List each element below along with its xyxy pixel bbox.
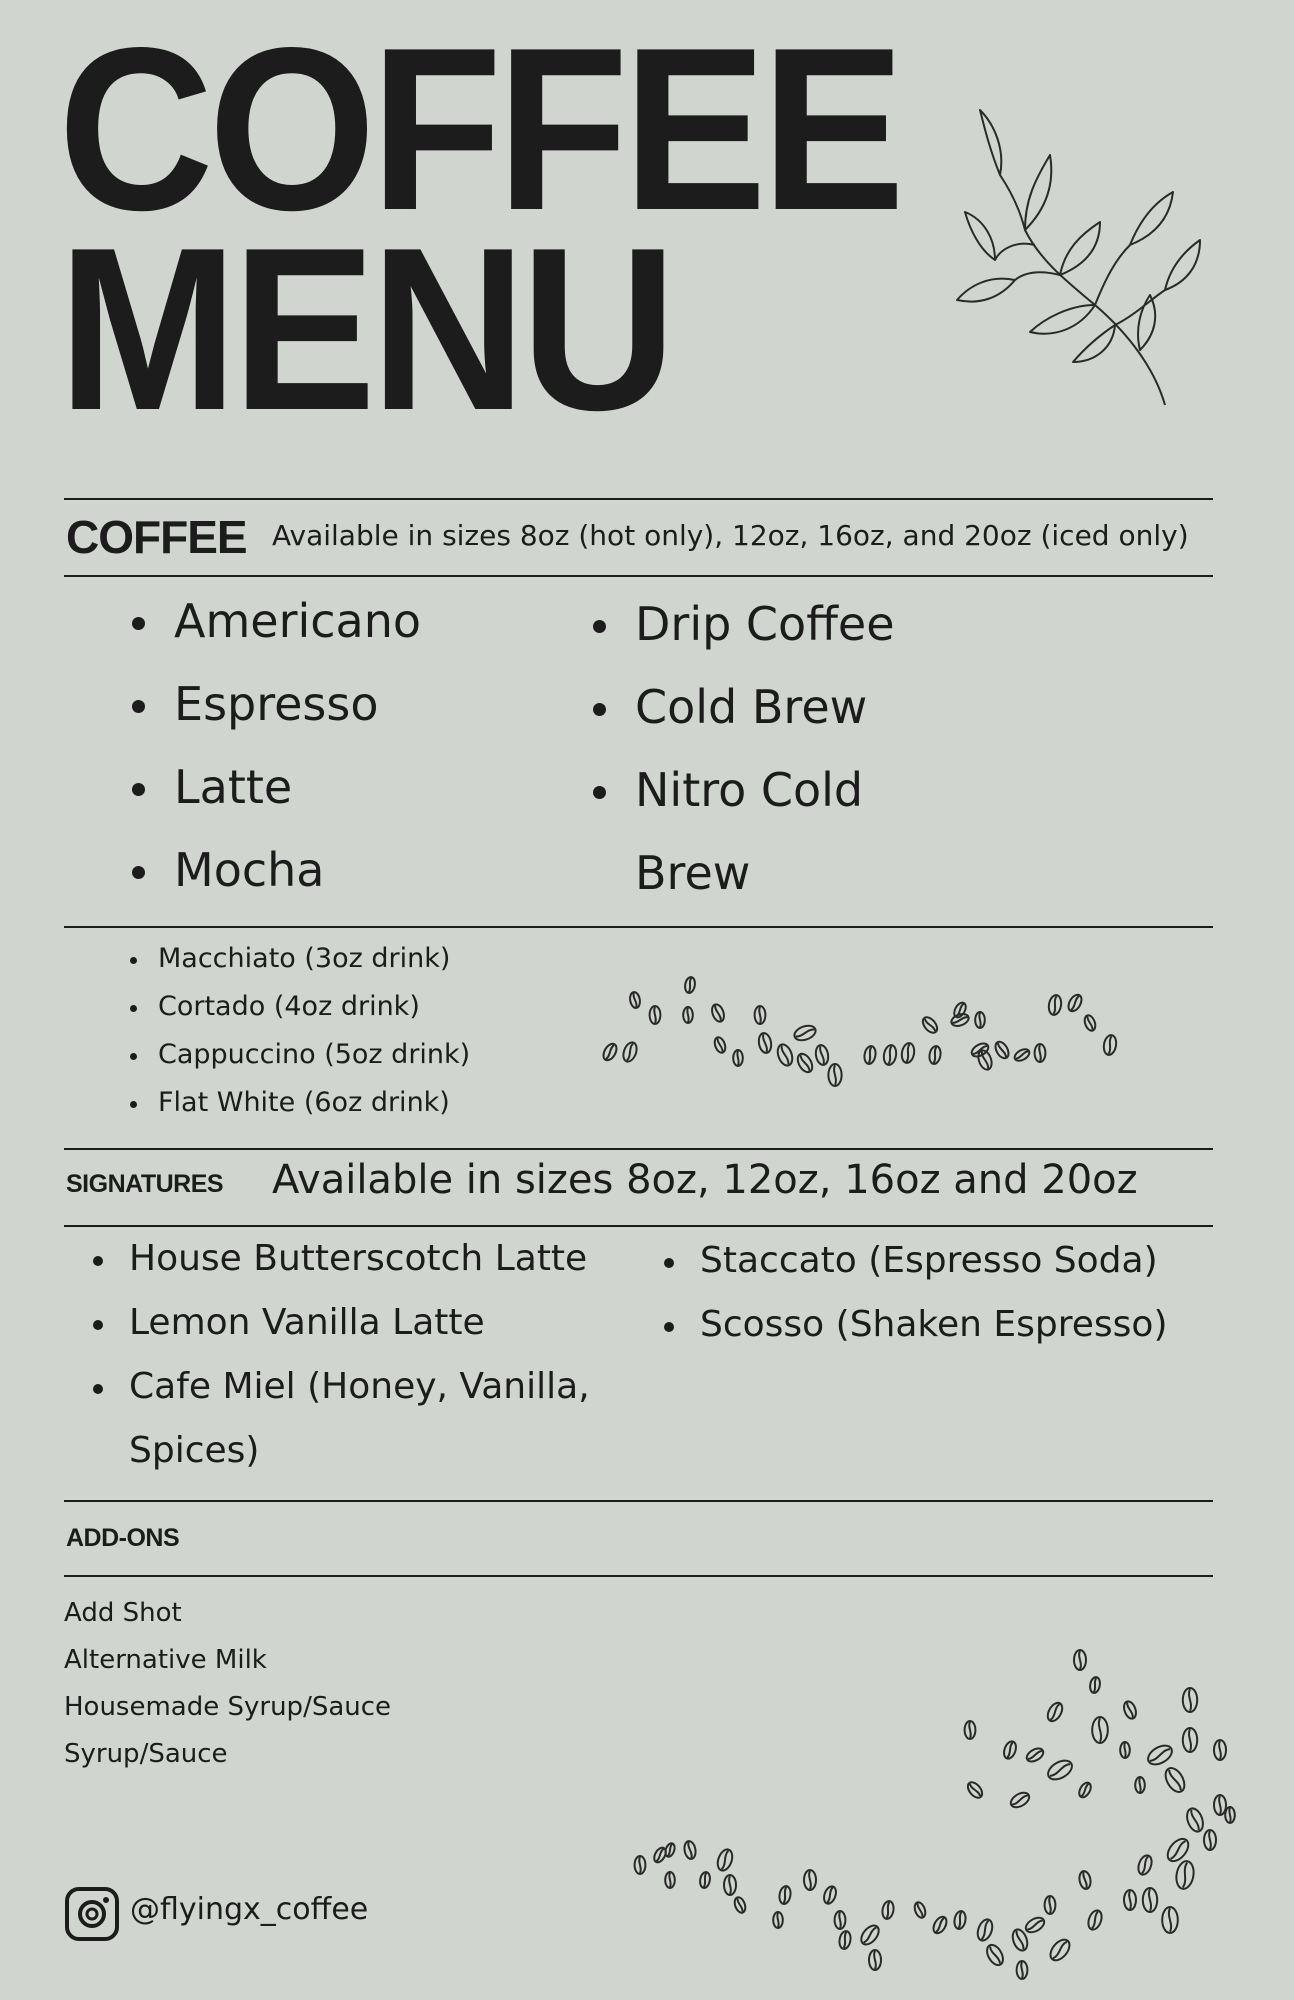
- coffee-beans-illustration: [630, 1640, 1250, 1990]
- coffee-heading: COFFEE: [66, 511, 247, 563]
- title-line-2: MENU: [58, 200, 671, 459]
- bean-crease: [777, 1913, 778, 1927]
- bean-crease: [1219, 1796, 1221, 1814]
- bean-crease: [763, 1034, 768, 1052]
- signatures-list-left: [93, 1227, 590, 1419]
- list-item: Drip Coffee: [593, 583, 895, 666]
- instagram-icon[interactable]: [64, 1886, 120, 1942]
- bean-crease: [874, 1951, 876, 1969]
- list-item: Espresso: [132, 663, 421, 746]
- bean-crease: [1182, 1862, 1189, 1887]
- list-item: Syrup/Sauce: [64, 1739, 228, 1769]
- bean-crease: [1124, 1743, 1125, 1757]
- instagram-handle[interactable]: @flyingx_coffee: [130, 1892, 369, 1927]
- list-item: Latte: [132, 746, 421, 829]
- bean-crease: [669, 1873, 670, 1887]
- bean-crease: [1079, 1651, 1081, 1669]
- bean-crease: [843, 1932, 847, 1948]
- bean-crease: [1209, 1831, 1211, 1849]
- bean-crease: [703, 1873, 707, 1887]
- coffee-list-right: [593, 583, 895, 832]
- list-item: House Butterscotch Latte: [93, 1227, 590, 1291]
- list-item: Housemade Syrup/Sauce: [64, 1692, 392, 1722]
- bean-crease: [1049, 1897, 1051, 1913]
- bean-crease: [868, 1047, 872, 1063]
- bean-crease: [820, 1046, 825, 1064]
- list-item: Staccato (Espresso Soda): [664, 1229, 1168, 1293]
- bean-crease: [906, 1044, 911, 1062]
- divider: [64, 1500, 1213, 1502]
- bean-crease: [759, 1007, 761, 1023]
- bean-crease: [809, 1871, 811, 1889]
- signatures-sizes: Available in sizes 8oz, 12oz, 16oz and 20oz: [272, 1157, 1138, 1203]
- bean-crease: [1021, 1962, 1023, 1978]
- bean-crease: [958, 1912, 962, 1928]
- list-item: Cold Brew: [593, 666, 895, 749]
- divider: [64, 1148, 1213, 1150]
- bean-crease: [839, 1912, 841, 1928]
- bean-crease: [633, 993, 637, 1007]
- signatures-heading: SIGNATURES: [66, 1170, 224, 1198]
- bean-crease: [888, 1046, 893, 1064]
- divider: [64, 926, 1213, 928]
- list-item: Americano: [132, 580, 421, 663]
- list-item: Cortado (4oz drink): [130, 983, 470, 1031]
- bean-crease: [1189, 1689, 1191, 1711]
- bean-crease: [834, 1065, 836, 1085]
- coffee-list-left: [132, 580, 421, 912]
- addons-heading: ADD-ONS: [66, 1524, 180, 1552]
- bean-crease: [688, 1842, 692, 1858]
- bean-crease: [1093, 1678, 1097, 1692]
- title-line-1: COFFEE: [58, 0, 900, 259]
- list-item: Nitro Cold: [593, 749, 895, 832]
- list-item: Add Shot: [64, 1598, 182, 1628]
- bean-crease: [729, 1876, 731, 1894]
- leaf-branch-illustration: [955, 100, 1205, 420]
- bean-crease: [639, 1857, 641, 1873]
- bean-crease: [969, 1722, 971, 1738]
- addons-list: [64, 1590, 391, 1778]
- bean-crease: [1229, 1808, 1230, 1822]
- list-item-continuation: Spices): [129, 1430, 260, 1471]
- bean-crease: [979, 1013, 980, 1027]
- bean-crease: [1052, 1941, 1067, 1959]
- bean-crease: [688, 978, 692, 992]
- bean-crease: [1108, 1036, 1113, 1054]
- list-item: Cafe Miel (Honey, Vanilla,: [93, 1355, 590, 1419]
- bean-crease: [687, 1008, 688, 1022]
- bean-crease: [1099, 1718, 1101, 1741]
- coffee-sizes: Available in sizes 8oz (hot only), 12oz, 16oz, and 20oz (iced only): [272, 519, 1189, 552]
- divider: [64, 1575, 1213, 1577]
- list-item: Macchiato (3oz drink): [130, 935, 470, 983]
- page-title: [58, 0, 900, 459]
- coffee-small-list: [130, 935, 470, 1127]
- bean-crease: [1170, 1840, 1187, 1859]
- list-item-continuation: Brew: [635, 846, 751, 900]
- bean-crease: [737, 1051, 738, 1065]
- bean-crease: [1189, 1729, 1191, 1751]
- bean-crease: [1219, 1741, 1221, 1759]
- list-item: Scosso (Shaken Espresso): [664, 1293, 1168, 1357]
- list-item: Cappuccino (5oz drink): [130, 1031, 470, 1079]
- bean-crease: [1169, 1908, 1171, 1931]
- bean-crease: [1039, 1045, 1041, 1061]
- list-item: Lemon Vanilla Latte: [93, 1291, 590, 1355]
- list-item: Mocha: [132, 829, 421, 912]
- bean-crease: [1129, 1891, 1131, 1909]
- bean-crease: [1053, 996, 1058, 1014]
- bean-crease: [1083, 1872, 1087, 1888]
- bean-crease: [1149, 1889, 1151, 1911]
- coffee-beans-illustration: [590, 975, 1130, 1105]
- bean-crease: [933, 1047, 937, 1063]
- bean-crease: [886, 1902, 890, 1918]
- divider: [64, 498, 1213, 500]
- list-item: Flat White (6oz drink): [130, 1079, 470, 1127]
- bean-crease: [654, 1007, 656, 1023]
- signatures-list-right: [664, 1229, 1168, 1357]
- bean-crease: [783, 1887, 787, 1903]
- divider: [64, 575, 1213, 577]
- list-item: Alternative Milk: [64, 1645, 267, 1675]
- bean-crease: [1139, 1778, 1140, 1792]
